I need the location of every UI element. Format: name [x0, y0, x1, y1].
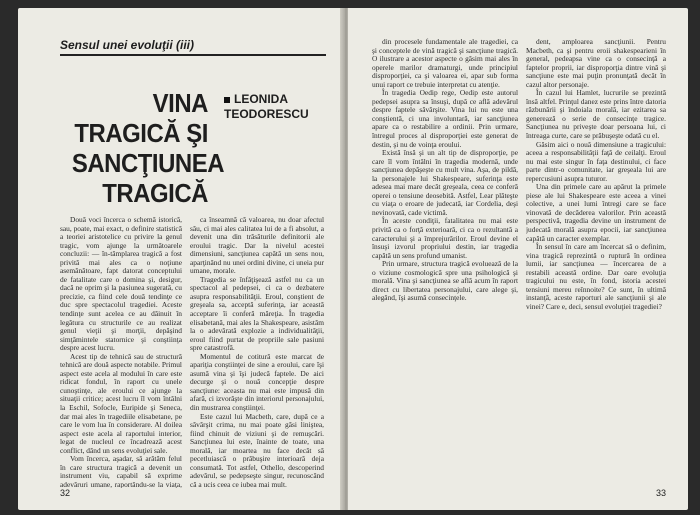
page-number-left: 32 — [60, 488, 71, 498]
right-column-2 — [526, 38, 666, 494]
paragraph: Tragedia se înfăţişează astfel nu ca un spectacol al pedepsei, ci ca o dezbatere asupra responsabilităţii. Eroul, conştient de greşeala sa, acceptă suferinţa, iar această acceptare îi conferă măreţia. În tragedia elisabetană, mai ales la Shakespeare, asistăm la o adevărată explozie a individualităţii, eroul fiind purtat de propriile sale pasiuni spre catastrofă. — [190, 274, 324, 353]
title-line: VINA — [152, 88, 208, 118]
paragraph: dent, amploarea sancţiunii. Pentru Macbeth, ca şi pentru eroii shakespearieni în general, pedeapsa vine ca o consecinţă a faptelor proprii, iar disproporţia dintre vină şi sancţiune este mai puţin pronunţată decât în cazul altor personaje. — [526, 38, 666, 89]
left-page — [18, 8, 344, 510]
square-bullet-icon — [224, 97, 230, 103]
author-first-name: LEONIDA — [234, 92, 288, 106]
paragraph: Prin urmare, structura tragică evoluează de la o viziune cosmologică spre una psihologică şi morală. Vina şi sancţiunea se află acum în raport direct cu libertatea personajului, care alege şi, alegând, îşi asumă consecinţele. — [372, 259, 518, 303]
paragraph: Momentul de cotitură este marcat de apariţia conştiinţei de sine a eroului, care îşi asumă vina şi îşi judecă faptele. De aici decurge şi o nouă concepţie despre sancţiune: aceasta nu mai este impusă din afară, ci izvorăşte din interiorul personajului, din mustrarea conştiinţei. — [190, 351, 324, 413]
title-line: TRAGICĂ — [102, 178, 208, 208]
title-line: TRAGICĂ ŞI — [74, 118, 208, 148]
series-title: Sensul unei evoluţii (iii) — [60, 38, 195, 52]
paragraph: din procesele fundamentale ale tragediei, ca şi conceptele de vină tragică şi sancţiune tragică. O ilustrare a acestor aspecte o găsim mai ales în operele marilor dramaturgi, unde principiul disproporţiei, ca şi valoarea ei, apar sub forma unui raport ce trebuie interpretat cu atenţie. — [372, 38, 518, 89]
article-title — [71, 88, 225, 208]
author-byline — [224, 92, 309, 122]
page-number-right: 33 — [655, 488, 666, 498]
paragraph: Este cazul lui Macbeth, care, după ce a săvârşit crima, nu mai poate găsi liniştea, fiind chinuit de viziuni şi de remuşcări. Sancţiunea lui este, înainte de toate, una morală, iar moartea nu face decât să pecetluiască o prăbuşire interioară deja consumată. Tot astfel, Othello, descoperind adevărul, se pedepseşte singur, recunoscând că a ucis ceea ce iubea mai mult. — [190, 411, 324, 488]
author-last-name: TEODORESCU — [224, 107, 309, 121]
paragraph: Acest tip de tehnică sau de structură tehnică are două aspecte notabile. Primul aspect este acela al modului în care este ridicat fondul, în raport cu unele cunoştinţe, ale eroului ce ajunge la situaţii critice; acest lucru îl vom întâlni la Eschil, Sofocle, Euripide şi Seneca, dar mai ales în tragediile elisabetane, pe care le vom lua în considerare. Al doilea aspect este acela al raportului interior, legat de nucleul ce încadrează acest conflict, dând un sens evoluţiei sale. — [60, 351, 182, 455]
right-page — [348, 8, 688, 510]
paragraph: Găsim aici o nouă dimensiune a tragicului: aceea a responsabilităţii faţă de ceilalţi. Eroul nu mai este singur în faţa destinului, ci face parte dintr-o comunitate, iar greşeala lui are repercusiuni asupra tuturor. — [526, 139, 666, 183]
series-rule — [60, 54, 326, 56]
paragraph: În cazul lui Hamlet, lucrurile se prezintă însă altfel. Prinţul danez este prins între datoria răzbunării şi îndoiala morală, iar ezitarea sa generează o serie de consecinţe tragice. Sancţiunea nu priveşte doar persoana lui, ci întreaga curte, care se prăbuşeşte odată cu el. — [526, 88, 666, 141]
paragraph: În aceste condiţii, fatalitatea nu mai este privită ca o forţă exterioară, ci ca o rezultantă a caracterului şi a împrejurărilor. Eroul devine el însuşi izvorul propriului destin, iar tragedia capătă un sens profund umanist. — [372, 216, 518, 260]
paragraph: Una din primele care au apărut la primele piese ale lui Shakespeare este aceea a vinei colective, a unei lumi întregi care se face vinovată de decăderea valorilor. Prin această perspectivă, tragedia devine un instrument de judecată morală asupra epocii, iar sancţiunea capătă un caracter exemplar. — [526, 182, 666, 243]
paragraph: Două voci încerca o schemă istorică, sau, poate, mai exact, o definire statistică a teoriei aristotelice cu privire la genul tragic, vom ajunge la următoarele concluzii: — în-tâmplarea tragică a fost privită mai ales ca o noţiune asemănătoare, fapt datorat conceptului de fatalitate care o domina şi, desigur, dacă ne oprim şi la pasiunea sugerată, cu precizie, ca fiind cele două tendinţe ce duc spre spectacolul tragediei. Aceste tendinţe sunt acelea ce au dăinuit în legătura cu structurile ce au realizat genul vieţii şi morţii, depăşind simţămintele statornice şi conştiinţa despre acest lucru. — [60, 216, 182, 353]
title-line: SANCŢIUNEA — [71, 148, 225, 178]
right-column-1 — [372, 38, 518, 494]
left-column-1 — [60, 216, 182, 488]
paragraph: În sensul în care am încercat să o definim, vina tragică reprezintă o ruptură în ordinea lumii, iar sancţiunea — încercarea de a restabili această ordine. Dar oare evoluţia tragicului nu este, în fond, istoria acestei tensiuni mereu reînnoite? Ce sunt, în ultimă instanţă, aceste raporturi ale sancţiunii şi ale vinei? Care e, deci, sensul evoluţiei tragediei? — [526, 242, 666, 311]
left-column-2 — [190, 216, 324, 488]
paragraph: Vom încerca, aşadar, să arătăm felul în care structura tragică a devenit un instrument viu, capabil să exprime adevăruri umane, raportându-se la viaţa, — [60, 454, 182, 488]
paragraph: ca înseamnă că valoarea, nu doar afectul său, ci mai ales calitatea lui de a fi absolut, a devenit una din trăsăturile definitorii ale eroului tragic. Dar la nivelul acestei dimensiuni, sancţiunea capătă un sens nou, aparţinând nu unei ordini divine, ci uneia pur umane, morale. — [190, 216, 324, 276]
paragraph: În tragedia Oedip rege, Oedip este autorul pedepsei asupra sa însuşi, după ce află adevărul despre faptele săvârşite. Vina lui nu este una conştientă, ci una involuntară, iar sancţiunea apare ca o restabilire a ordinii. Prin urmare, întregul proces al disproporţiei este generat de destin, şi nu de voinţa eroului. — [372, 88, 518, 149]
paragraph: Există însă şi un alt tip de disproporţie, pe care îl vom întâlni în tragedia modernă, unde sancţiunea depăşeşte cu mult vina. Aşa, de pildă, la personajele lui Shakespeare, suferinţa este adesea mai mare decât greşeala, ceea ce conferă operei o tensiune deosebită. Astfel, Lear plăteşte cu viaţa o eroare de judecată, iar Cordelia, deşi nevinovată, cade victimă. — [372, 148, 518, 217]
